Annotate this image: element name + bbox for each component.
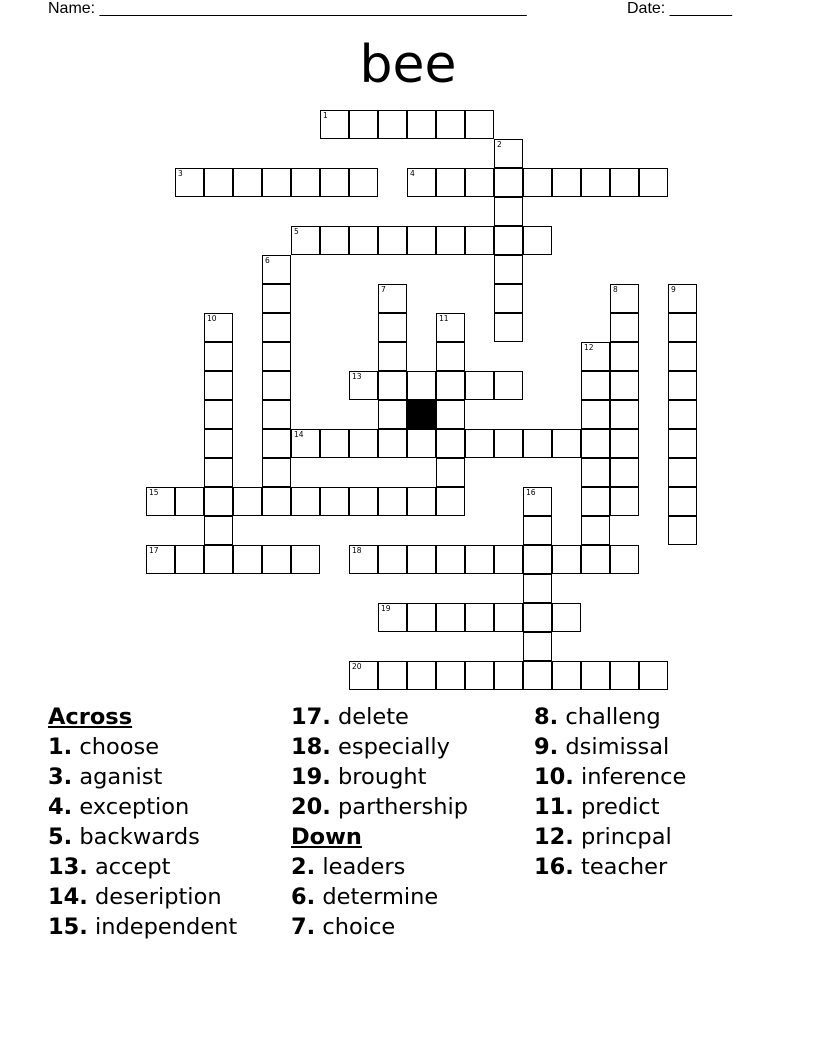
clue-text: exception — [79, 794, 190, 820]
date-blank: _______ — [669, 0, 732, 17]
clue-number-label: 6 — [265, 256, 270, 265]
down-clue — [291, 912, 468, 942]
clue-number: 16. — [534, 854, 574, 880]
clue-number: 18. — [291, 734, 331, 760]
black-square — [407, 400, 436, 429]
grid-cell[interactable] — [494, 197, 523, 226]
grid-cell[interactable] — [523, 516, 552, 545]
grid-cell[interactable] — [436, 168, 465, 197]
grid-cell[interactable] — [320, 429, 349, 458]
grid-cell[interactable] — [581, 458, 610, 487]
grid-cell[interactable] — [494, 661, 523, 690]
grid-cell[interactable] — [610, 661, 639, 690]
grid-cell[interactable] — [436, 226, 465, 255]
clue-number: 7. — [291, 914, 316, 940]
grid-cell[interactable] — [552, 168, 581, 197]
grid-cell[interactable] — [262, 429, 291, 458]
grid-cell[interactable] — [436, 545, 465, 574]
grid-cell[interactable] — [610, 313, 639, 342]
grid-cell[interactable] — [378, 400, 407, 429]
grid-cell[interactable] — [204, 371, 233, 400]
clue-text: predict — [581, 794, 660, 820]
grid-cell[interactable] — [494, 371, 523, 400]
clue-number-label: 14 — [294, 430, 304, 439]
grid-cell[interactable] — [668, 400, 697, 429]
grid-cell[interactable] — [262, 342, 291, 371]
grid-cell[interactable] — [436, 487, 465, 516]
grid-cell[interactable] — [465, 545, 494, 574]
grid-cell[interactable] — [494, 226, 523, 255]
grid-cell[interactable] — [262, 313, 291, 342]
down-clue — [534, 822, 686, 852]
grid-cell[interactable] — [204, 458, 233, 487]
grid-cell[interactable] — [552, 545, 581, 574]
across-clue — [48, 792, 237, 822]
clue-number: 10. — [534, 764, 574, 790]
grid-cell[interactable] — [233, 168, 262, 197]
across-clue — [48, 762, 237, 792]
grid-cell[interactable] — [581, 371, 610, 400]
grid-cell[interactable] — [436, 371, 465, 400]
grid-cell[interactable] — [262, 545, 291, 574]
grid-cell[interactable] — [233, 487, 262, 516]
grid-cell[interactable] — [204, 400, 233, 429]
clue-number-label: 18 — [352, 546, 362, 555]
grid-cell[interactable] — [523, 632, 552, 661]
clue-number: 15. — [48, 914, 88, 940]
grid-cell[interactable] — [494, 545, 523, 574]
grid-cell[interactable] — [523, 226, 552, 255]
clue-text: independent — [95, 914, 238, 940]
name-label: Name: — [48, 0, 96, 17]
grid-cell[interactable] — [668, 371, 697, 400]
clue-number-label: 15 — [149, 488, 159, 497]
grid-cell[interactable] — [436, 429, 465, 458]
grid-cell[interactable] — [436, 661, 465, 690]
clue-number-label: 19 — [381, 604, 391, 613]
grid-cell[interactable] — [436, 400, 465, 429]
grid-cell[interactable] — [349, 429, 378, 458]
grid-cell[interactable] — [436, 603, 465, 632]
grid-cell[interactable] — [465, 661, 494, 690]
grid-cell[interactable] — [291, 487, 320, 516]
down-heading: Down — [291, 824, 362, 850]
grid-cell[interactable] — [320, 487, 349, 516]
grid-cell[interactable] — [175, 487, 204, 516]
clue-text: aganist — [79, 764, 163, 790]
clue-number: 11. — [534, 794, 574, 820]
grid-cell[interactable] — [262, 284, 291, 313]
clue-number: 3. — [48, 764, 73, 790]
grid-cell[interactable] — [262, 371, 291, 400]
grid-cell[interactable] — [407, 226, 436, 255]
grid-cell[interactable] — [523, 574, 552, 603]
grid-cell[interactable] — [262, 458, 291, 487]
grid-cell[interactable] — [494, 313, 523, 342]
clue-text: leaders — [322, 854, 406, 880]
clue-number-label: 9 — [671, 285, 676, 294]
clue-number: 2. — [291, 854, 316, 880]
clue-text: brought — [338, 764, 427, 790]
down-clue — [534, 792, 686, 822]
clue-number-label: 2 — [497, 140, 502, 149]
grid-cell[interactable] — [610, 168, 639, 197]
down-clue — [534, 852, 686, 882]
grid-cell[interactable] — [465, 110, 494, 139]
grid-cell[interactable] — [204, 516, 233, 545]
grid-cell[interactable] — [204, 168, 233, 197]
grid-cell[interactable] — [639, 661, 668, 690]
grid-cell[interactable] — [494, 429, 523, 458]
clue-text: determine — [322, 884, 439, 910]
grid-cell[interactable] — [581, 661, 610, 690]
grid-cell[interactable] — [552, 429, 581, 458]
grid-cell[interactable] — [668, 313, 697, 342]
grid-cell[interactable] — [407, 487, 436, 516]
clue-text: delete — [338, 704, 409, 730]
grid-cell[interactable] — [465, 371, 494, 400]
grid-cell[interactable] — [407, 603, 436, 632]
grid-cell[interactable] — [523, 661, 552, 690]
grid-cell[interactable] — [668, 458, 697, 487]
across-clue — [291, 732, 468, 762]
grid-cell[interactable] — [523, 545, 552, 574]
grid-cell[interactable] — [581, 400, 610, 429]
across-clue — [48, 912, 237, 942]
grid-cell[interactable] — [291, 168, 320, 197]
grid-cell[interactable] — [320, 226, 349, 255]
down-clue — [534, 732, 686, 762]
grid-cell[interactable] — [494, 255, 523, 284]
grid-cell[interactable] — [378, 226, 407, 255]
grid-cell[interactable] — [581, 429, 610, 458]
grid-cell[interactable] — [407, 545, 436, 574]
grid-cell[interactable] — [581, 516, 610, 545]
clue-number: 9. — [534, 734, 559, 760]
clue-number-label: 20 — [352, 662, 362, 671]
grid-cell[interactable] — [668, 342, 697, 371]
grid-cell[interactable] — [436, 342, 465, 371]
grid-cell[interactable] — [581, 545, 610, 574]
clue-number: 1. — [48, 734, 73, 760]
clue-number-label: 13 — [352, 372, 362, 381]
date-label: Date: — [627, 0, 666, 17]
grid-cell[interactable] — [465, 168, 494, 197]
clue-column-2 — [291, 702, 468, 942]
grid-cell[interactable] — [610, 400, 639, 429]
clue-text: dsimissal — [565, 734, 670, 760]
clue-text: accept — [95, 854, 171, 880]
across-clue — [48, 732, 237, 762]
grid-cell[interactable] — [407, 371, 436, 400]
clue-number-label: 10 — [207, 314, 217, 323]
grid-cell[interactable] — [204, 429, 233, 458]
clue-text: choose — [79, 734, 160, 760]
clue-number-label: 8 — [613, 285, 618, 294]
grid-cell[interactable] — [436, 458, 465, 487]
grid-cell[interactable] — [465, 429, 494, 458]
grid-cell[interactable] — [407, 661, 436, 690]
grid-cell[interactable] — [610, 458, 639, 487]
across-clue — [291, 762, 468, 792]
clue-text: especially — [338, 734, 450, 760]
down-clue — [291, 852, 468, 882]
grid-cell[interactable] — [320, 168, 349, 197]
grid-cell[interactable] — [378, 342, 407, 371]
grid-cell[interactable] — [262, 168, 291, 197]
grid-cell[interactable] — [262, 400, 291, 429]
clue-text: deseription — [95, 884, 222, 910]
across-clue — [291, 792, 468, 822]
name-blank: ________________________________________________ — [99, 0, 527, 17]
grid-cell[interactable] — [610, 429, 639, 458]
grid-cell[interactable] — [378, 487, 407, 516]
grid-cell[interactable] — [407, 429, 436, 458]
grid-cell[interactable] — [668, 429, 697, 458]
clue-column-1 — [48, 702, 237, 942]
clue-number-label: 16 — [526, 488, 536, 497]
clue-number: 5. — [48, 824, 73, 850]
clue-number-label: 7 — [381, 285, 386, 294]
grid-cell[interactable] — [349, 487, 378, 516]
grid-cell[interactable] — [378, 545, 407, 574]
clue-number: 14. — [48, 884, 88, 910]
clue-number-label: 17 — [149, 546, 159, 555]
grid-cell[interactable] — [175, 545, 204, 574]
clue-text: choice — [322, 914, 396, 940]
across-clue — [48, 822, 237, 852]
grid-cell[interactable] — [610, 487, 639, 516]
grid-cell[interactable] — [233, 545, 262, 574]
clue-text: backwards — [79, 824, 200, 850]
clue-number-label: 5 — [294, 227, 299, 236]
grid-cell[interactable] — [523, 429, 552, 458]
clue-number-label: 3 — [178, 169, 183, 178]
grid-cell[interactable] — [349, 110, 378, 139]
grid-cell[interactable] — [204, 487, 233, 516]
grid-cell[interactable] — [349, 168, 378, 197]
clue-text: princpal — [581, 824, 672, 850]
grid-cell[interactable] — [465, 226, 494, 255]
clue-number: 19. — [291, 764, 331, 790]
grid-cell[interactable] — [378, 110, 407, 139]
grid-cell[interactable] — [378, 313, 407, 342]
grid-cell[interactable] — [349, 226, 378, 255]
grid-cell[interactable] — [581, 487, 610, 516]
down-clue — [534, 702, 686, 732]
clue-number: 17. — [291, 704, 331, 730]
clue-number: 12. — [534, 824, 574, 850]
across-heading: Across — [48, 704, 133, 730]
clue-number: 4. — [48, 794, 73, 820]
grid-cell[interactable] — [465, 603, 494, 632]
grid-cell[interactable] — [581, 168, 610, 197]
clue-text: inference — [581, 764, 687, 790]
across-clue — [291, 702, 468, 732]
grid-cell[interactable] — [494, 168, 523, 197]
clue-column-3 — [534, 702, 686, 882]
clue-list — [0, 700, 816, 960]
down-clue — [534, 762, 686, 792]
grid-cell[interactable] — [378, 371, 407, 400]
grid-cell[interactable] — [610, 342, 639, 371]
clue-text: teacher — [581, 854, 668, 880]
grid-cell[interactable] — [523, 168, 552, 197]
across-clue — [48, 852, 237, 882]
grid-cell[interactable] — [262, 487, 291, 516]
grid-cell[interactable] — [436, 110, 465, 139]
grid-cell[interactable] — [610, 371, 639, 400]
grid-cell[interactable] — [668, 487, 697, 516]
grid-cell[interactable] — [378, 661, 407, 690]
clue-number: 20. — [291, 794, 331, 820]
grid-cell[interactable] — [378, 429, 407, 458]
grid-cell[interactable] — [668, 516, 697, 545]
clue-text: challeng — [565, 704, 661, 730]
puzzle-title: bee — [359, 35, 457, 95]
clue-number: 13. — [48, 854, 88, 880]
across-clue — [48, 882, 237, 912]
grid-cell[interactable] — [291, 545, 320, 574]
grid-cell[interactable] — [552, 661, 581, 690]
clue-number-label: 4 — [410, 169, 415, 178]
grid-cell[interactable] — [407, 110, 436, 139]
grid-cell[interactable] — [494, 603, 523, 632]
clue-number-label: 11 — [439, 314, 449, 323]
clue-number-label: 1 — [323, 111, 328, 120]
grid-cell[interactable] — [610, 545, 639, 574]
clue-number: 8. — [534, 704, 559, 730]
clue-number: 6. — [291, 884, 316, 910]
grid-cell[interactable] — [639, 168, 668, 197]
clue-text: parthership — [338, 794, 469, 820]
grid-cell[interactable] — [204, 342, 233, 371]
grid-cell[interactable] — [204, 545, 233, 574]
grid-cell[interactable] — [552, 603, 581, 632]
grid-cell[interactable] — [523, 603, 552, 632]
down-clue — [291, 882, 468, 912]
grid-cell[interactable] — [494, 284, 523, 313]
clue-number-label: 12 — [584, 343, 594, 352]
